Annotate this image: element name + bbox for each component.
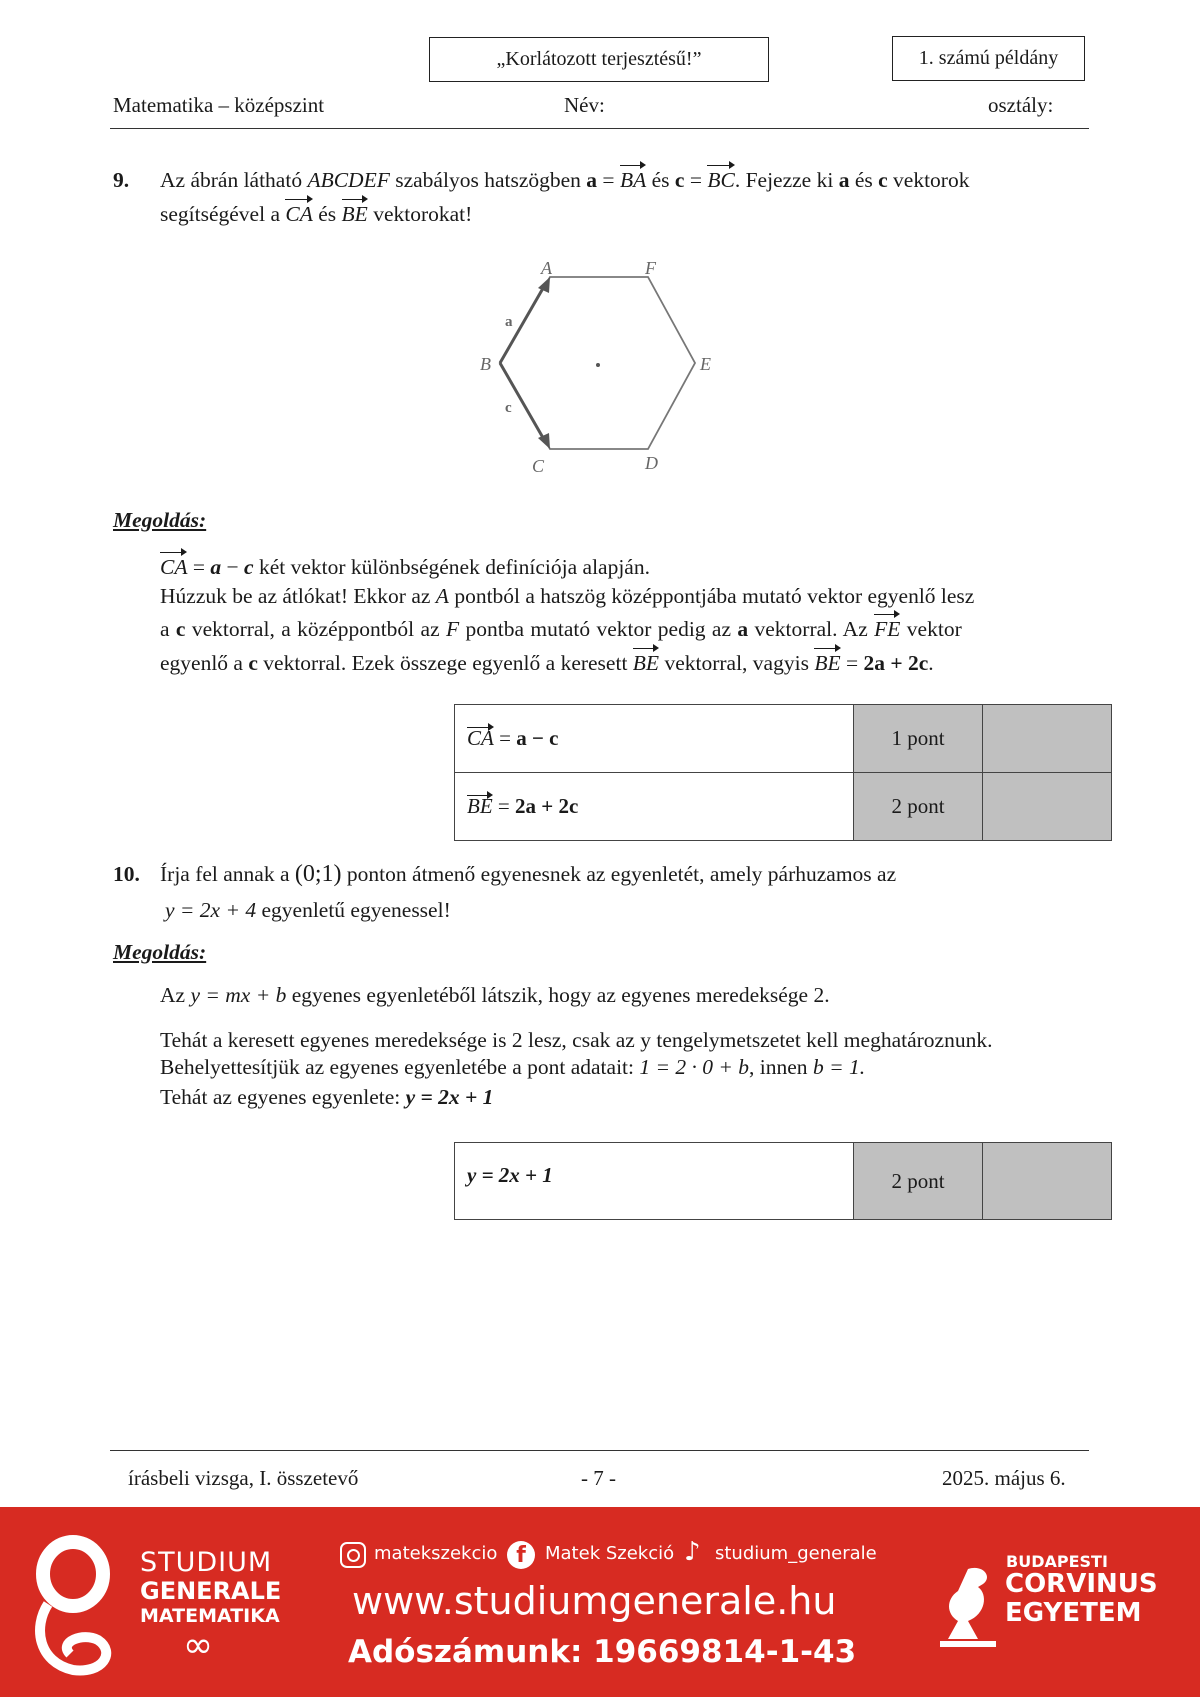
facebook-page: Matek Szekció xyxy=(545,1543,675,1564)
brand-studium: STUDIUM xyxy=(140,1547,273,1578)
subject-label: Matematika – középszint xyxy=(113,93,325,117)
label-B: B xyxy=(480,354,491,374)
score-expression: BE = 2a + 2c xyxy=(455,773,854,841)
label-E: E xyxy=(700,354,711,374)
score-points: 1 pont xyxy=(854,705,983,773)
q9-solution-title: Megoldás: xyxy=(113,508,207,532)
vector-a-arrowhead xyxy=(538,277,550,293)
hexagon-outline xyxy=(500,277,695,449)
brand-generale: GENERALE xyxy=(140,1577,282,1605)
q10-sol-line2: Tehát a keresett egyenes meredeksége is 2 lesz, csak az y tengelymetszetet kell meghatároznunk. xyxy=(160,1028,993,1052)
brand-matematika: MATEMATIKA xyxy=(140,1605,280,1627)
tax-number: Adószámunk: 19669814-1-43 xyxy=(348,1634,857,1670)
q10-sol-line4: Tehát az egyenes egyenlete: y = 2x + 1 xyxy=(160,1085,494,1109)
facebook-icon: f xyxy=(507,1541,535,1569)
footer-rule xyxy=(110,1450,1089,1451)
q9-number: 9. xyxy=(113,168,130,192)
infinity-icon: ∞ xyxy=(183,1625,213,1666)
copy-label: 1. számú példány xyxy=(918,47,1059,69)
score-points: 2 pont xyxy=(854,773,983,841)
q10-statement-line2: y = 2x + 4 egyenletű egyenessel! xyxy=(165,898,451,922)
q9-sol-line1: CA = a − c két vektor különbségének definíciója alapján. xyxy=(160,551,650,584)
label-vec-c: c xyxy=(505,400,512,416)
q10-statement-line1: Írja fel annak a (0;1) ponton átmenő egyenesnek az egyenletét, amely párhuzamos az xyxy=(160,861,897,887)
website-link[interactable]: www.studiumgenerale.hu xyxy=(352,1579,837,1623)
q9-sol-line2: Húzzuk be az átlókat! Ekkor az A pontból a hatszög középpontjába mutató vektor egyenlő lesz xyxy=(160,584,975,608)
q10-solution-title: Megoldás: xyxy=(113,940,207,964)
header-rule xyxy=(110,128,1089,129)
score-empty-cell xyxy=(983,773,1112,841)
q10-number: 10. xyxy=(113,862,140,886)
score-empty-cell xyxy=(983,1143,1112,1220)
tiktok-icon: ♪ xyxy=(684,1537,701,1567)
instagram-handle: matekszekcio xyxy=(374,1543,498,1564)
table-row xyxy=(455,1143,1112,1220)
sponsor-banner xyxy=(0,1507,1200,1697)
copy-box xyxy=(892,36,1085,81)
q9-sol-line3: a c vektorral, a középpontból az F pontba mutató vektor pedig az a vektorral. Az FE vektor xyxy=(160,613,962,646)
q10-score-table xyxy=(454,1142,1112,1220)
table-row xyxy=(455,705,1112,773)
tiktok-handle: studium_generale xyxy=(715,1543,877,1564)
label-F: F xyxy=(645,258,656,278)
vector-c-arrowhead xyxy=(538,433,550,449)
uni-corvinus: CORVINUS xyxy=(1005,1569,1158,1599)
instagram-icon xyxy=(340,1542,366,1568)
score-points: 2 pont xyxy=(854,1143,983,1220)
footer-page-number: - 7 - xyxy=(581,1466,616,1490)
q9-score-table xyxy=(454,704,1112,841)
restricted-label: „Korlátozott terjesztésű!” xyxy=(496,48,702,70)
q9-statement-line1: Az ábrán látható ABCDEF szabályos hatszögben a = BA és c = BC. Fejezze ki a és c vektorok xyxy=(160,164,969,197)
q9-sol-line4: egyenlő a c vektorral. Ezek összege egyenlő a keresett BE vektorral, vagyis BE = 2a + 2c. xyxy=(160,647,934,680)
table-row xyxy=(455,773,1112,841)
restricted-box xyxy=(429,37,769,82)
corvinus-logo-icon xyxy=(938,1559,1000,1649)
class-label: osztály: xyxy=(988,93,1054,117)
uni-budapesti: BUDAPESTI xyxy=(1006,1552,1108,1571)
uni-egyetem: EGYETEM xyxy=(1005,1598,1142,1628)
score-expression: y = 2x + 1 xyxy=(455,1143,854,1220)
center-point xyxy=(596,363,600,367)
label-vec-a: a xyxy=(505,314,513,330)
q9-statement-line2: segítségével a CA és BE vektorokat! xyxy=(160,198,472,231)
label-D: D xyxy=(645,453,658,473)
name-label: Név: xyxy=(564,93,605,117)
footer-date: 2025. május 6. xyxy=(942,1466,1066,1490)
label-A: A xyxy=(541,258,552,278)
q10-sol-line3: Behelyettesítjük az egyenes egyenletébe a pont adatait: 1 = 2 · 0 + b, innen b = 1. xyxy=(160,1055,866,1079)
score-expression: CA = a − c xyxy=(455,705,854,773)
label-C: C xyxy=(532,456,545,476)
studium-generale-logo-icon xyxy=(28,1532,118,1682)
hexagon-figure xyxy=(460,250,750,480)
footer-left: írásbeli vizsga, I. összetevő xyxy=(128,1466,359,1490)
score-empty-cell xyxy=(983,705,1112,773)
q10-sol-line1: Az y = mx + b egyenes egyenletéből látszik, hogy az egyenes meredeksége 2. xyxy=(160,983,830,1007)
